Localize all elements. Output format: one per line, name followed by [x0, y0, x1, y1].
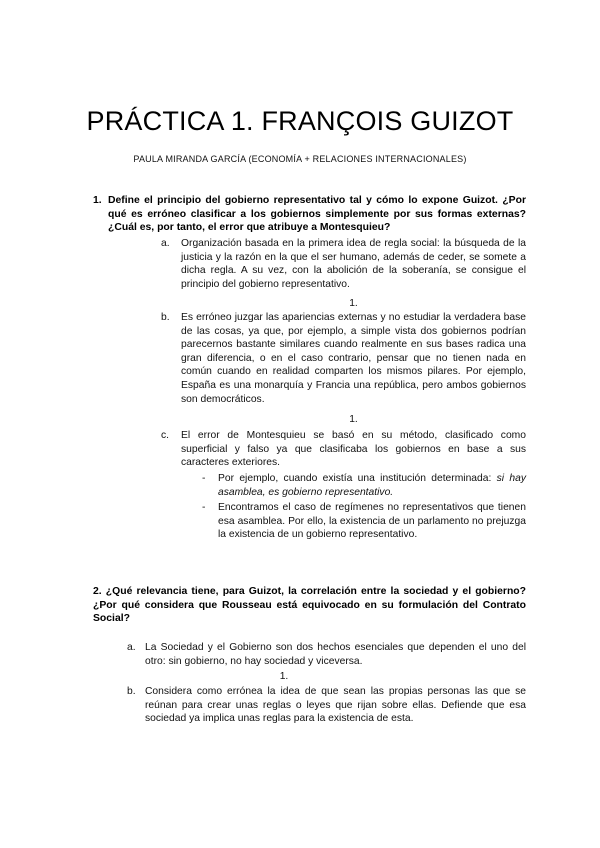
- q2-item-a-letter: a.: [127, 642, 136, 653]
- q1-item-a-text: Organización basada en la primera idea de regla social: la búsqueda de la justicia y la razón en la que el ser humano, además de ceder, se somete a dicha regla. A su vez, con la abolición de la soberanía, se consigue el principio del gobierno representativo.: [181, 238, 526, 290]
- q1-c-bullet-1-dash: -: [202, 473, 206, 484]
- q1-c-bullet-1-italic: si hay asamblea, es gobierno representativo.: [218, 473, 526, 498]
- question-1-number: 1.: [93, 195, 102, 206]
- question-1-text: Define el principio del gobierno representativo tal y cómo lo expone Guizot. ¿Por qué es erróneo clasificar a los gobiernos simplemente por sus formas externas? ¿Cuál es, por tanto, el error que atribuye a Montesquieu?: [108, 195, 526, 234]
- q2-item-b-text: Considera como errónea la idea de que sean las propias personas las que se reúnan para crear unas reglas o leyes que rijan sobre ellas. Defiende que esa sociedad ya implica unas reglas para la existencia de esta.: [145, 686, 526, 725]
- q1-c-bullet-1-text: Por ejemplo, cuando existía una institución determinada:: [218, 473, 497, 484]
- q1-c-bullet-2-dash: -: [202, 502, 206, 513]
- q2-item-a-number: 1.: [279, 671, 289, 682]
- q2-item-a-text: La Sociedad y el Gobierno son dos hechos esenciales que dependen el uno del otro: sin gobierno, no hay sociedad y viceversa.: [145, 642, 526, 667]
- q1-item-a-letter: a.: [161, 238, 170, 249]
- q1-item-c-text: El error de Montesquieu se basó en su método, clasificado como superficial y falso ya que clasificaba los gobiernos en base a sus caracteres exteriores.: [181, 430, 526, 469]
- q1-item-b-text: Es erróneo juzgar las apariencias externas y no estudiar la verdadera base de las cosas, ya que, por ejemplo, a simple vista dos gobiernos podrían parecernos bastante similares cuando realmente en sus bases radica una gran diferencia, o en el caso contrario, pensar que no tienen nada en común cuando en realidad comparten los mismos pilares. Por ejemplo, España es una monarquía y Francia una república, pero ambos gobiernos son democráticos.: [181, 312, 526, 405]
- q1-c-bullet-2-text: Encontramos el caso de regímenes no representativos que tienen esa asamblea. Por ello, la existencia de un parlamento no prejuzga la existencia de un gobierno representativo.: [218, 502, 526, 541]
- q2-item-b-letter: b.: [127, 686, 136, 697]
- author-subtitle: PAULA MIRANDA GARCÍA (ECONOMÍA + RELACIONES INTERNACIONALES): [133, 154, 467, 164]
- q1-c-bullet-1: [218, 472, 526, 499]
- question-2-text: 2. ¿Qué relevancia tiene, para Guizot, la correlación entre la sociedad y el gobierno? ¿Por qué considera que Rousseau está equivocado en su formulación del Contrato Social?: [93, 586, 526, 625]
- q1-item-a-number: 1.: [349, 298, 358, 309]
- page-title: PRÁCTICA 1. FRANÇOIS GUIZOT: [86, 106, 514, 136]
- q1-item-b-number: 1.: [349, 414, 358, 425]
- q1-item-b-letter: b.: [161, 312, 170, 323]
- q1-item-c-letter: c.: [161, 430, 170, 441]
